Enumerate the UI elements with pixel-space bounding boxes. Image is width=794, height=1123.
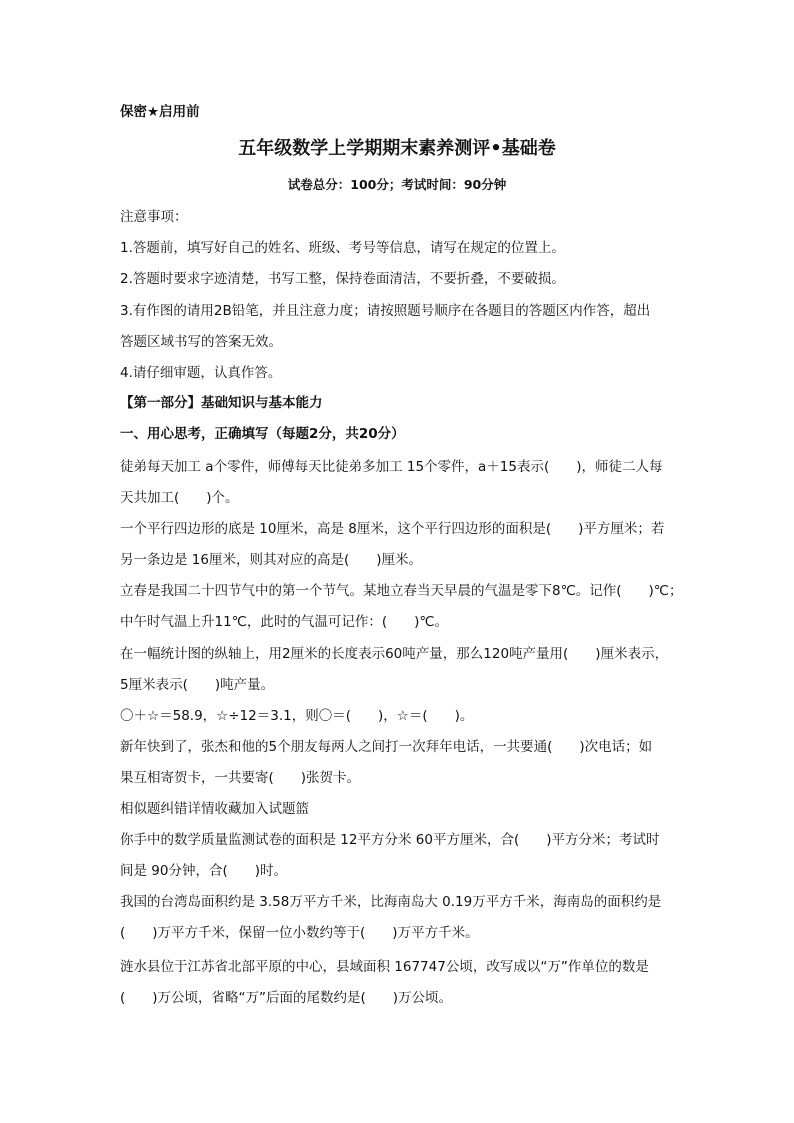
part-heading: 【第一部分】基础知识与基本能力: [120, 395, 323, 411]
question-line: 在一幅统计图的纵轴上，用2厘米的长度表示60吨产量，那么120吨产量用( )厘米表示，: [120, 646, 669, 662]
question-line: 立春是我国二十四节气中的第一个节气。某地立春当天早晨的气温是零下8℃。记作( )℃；: [120, 583, 683, 599]
question-line: 果互相寄贺卡，一共要寄( )张贺卡。: [120, 770, 361, 786]
section-heading: 一、用心思考，正确填写（每题2分，共20分）: [120, 426, 405, 442]
question-line: 5厘米表示( )吨产量。: [120, 677, 275, 693]
question-line: 中午时气温上升11℃，此时的气温可记作：( )℃。: [120, 614, 449, 630]
note-item: 4.请仔细审题，认真作答。: [120, 365, 282, 381]
question-line: ( )万平方千米，保留一位小数约等于( )万平方千米。: [120, 925, 479, 941]
question-line: 另一条边是 16厘米，则其对应的高是( )厘米。: [120, 552, 423, 568]
question-line: 一个平行四边形的底是 10厘米，高是 8厘米，这个平行四边形的面积是( )平方厘米；若: [120, 521, 665, 537]
page-title: 五年级数学上学期期末素养测评•基础卷: [238, 138, 556, 159]
question-line: 新年快到了，张杰和他的5个朋友每两人之间打一次拜年电话，一共要通( )次电话；如: [120, 739, 653, 755]
question-tools-link[interactable]: 相似题纠错详情收藏加入试题篮: [120, 801, 309, 817]
note-item: 3.有作图的请用2B铅笔，并且注意力度；请按照题号顺序在各题目的答题区内作答，超出: [120, 303, 651, 319]
question-line: 你手中的数学质量监测试卷的面积是 12平方分米 60平方厘米，合( )平方分米；考试时: [120, 832, 660, 848]
question-line: 徒弟每天加工 a个零件，师傅每天比徒弟多加工 15个零件，a＋15表示( )，师徒二人每: [120, 459, 663, 475]
question-line: 涟水县位于江苏省北部平原的中心，县域面积 167747公顷，改写成以“万”作单位的数是: [120, 959, 649, 975]
question-line: 我国的台湾岛面积约是 3.58万平方千米，比海南岛大 0.19万平方千米，海南岛的面积约是: [120, 894, 662, 910]
question-line: 天共加工( )个。: [120, 490, 239, 506]
secret-label: 保密★启用前: [120, 104, 200, 120]
question-line: 间是 90分钟，合( )时。: [120, 863, 288, 879]
exam-meta: 试卷总分：100分；考试时间：90分钟: [287, 177, 507, 192]
note-item-continued: 答题区域书写的答案无效。: [120, 334, 282, 350]
note-item: 1.答题前，填写好自己的姓名、班级、考号等信息，请写在规定的位置上。: [120, 240, 565, 256]
notes-heading: 注意事项：: [120, 209, 188, 225]
note-item: 2.答题时要求字迹清楚，书写工整，保持卷面清洁，不要折叠，不要破损。: [120, 271, 565, 287]
question-line: 〇＋☆＝58.9，☆÷12＝3.1，则〇＝( )，☆＝( )。: [120, 708, 474, 724]
question-line: ( )万公顷，省略“万”后面的尾数约是( )万公顷。: [120, 990, 453, 1006]
